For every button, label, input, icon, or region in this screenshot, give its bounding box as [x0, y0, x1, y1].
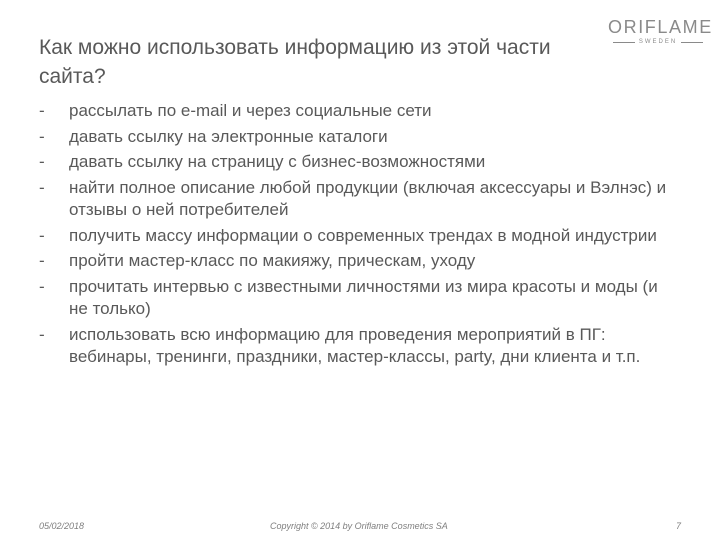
logo-rule-right — [681, 42, 703, 43]
bullet-text: рассылать по e-mail и через социальные сети — [69, 101, 432, 120]
bullet-marker: - — [39, 126, 45, 146]
logo-rule-left — [613, 42, 635, 43]
bullet-text: давать ссылку на электронные каталоги — [69, 126, 388, 146]
bullet-marker: - — [39, 177, 45, 197]
bullet-marker: - — [39, 276, 45, 296]
logo-tagline-row — [608, 38, 708, 46]
bullet-marker: - — [39, 101, 45, 120]
bullet-marker: - — [39, 225, 45, 245]
bullet-marker: - — [39, 251, 45, 270]
brand-logo — [608, 17, 713, 46]
bullet-marker: - — [39, 152, 45, 171]
bullet-text: найти полное описание любой продукции (включая аксессуары и Вэлнэс) и отзывы о ней потребителей — [69, 177, 667, 219]
bullet-list — [39, 100, 679, 372]
logo-tagline: SWEDEN — [638, 39, 678, 45]
bullet-text: давать ссылку на страницу с бизнес-возможностями — [69, 152, 486, 171]
footer-date: 05/02/2018 — [39, 521, 85, 531]
page-number: 7 — [676, 521, 682, 531]
footer-copyright: Copyright © 2014 by Oriflame Cosmetics SA — [270, 521, 448, 531]
logo-wordmark: ORIFLAME — [608, 17, 713, 37]
bullet-text: получить массу информации о современных трендах в модной индустрии — [69, 225, 657, 245]
bullet-item — [39, 250, 679, 273]
bullet-item — [39, 324, 679, 369]
bullet-item — [39, 177, 679, 222]
bullet-text: пройти мастер-класс по макияжу, прическам, уходу — [69, 251, 476, 270]
bullet-item — [39, 276, 679, 321]
bullet-item — [39, 100, 679, 123]
bullet-item — [39, 225, 679, 248]
bullet-item — [39, 151, 679, 174]
bullet-item — [39, 126, 679, 149]
bullet-marker: - — [39, 324, 45, 344]
bullet-text: использовать всю информацию для проведения мероприятий в ПГ: вебинары, тренинги, праздники, мастер-классы, party, дни клиента и т.п. — [69, 324, 641, 366]
bullet-text: прочитать интервью с известными личностями из мира красоты и моды (и не только) — [69, 276, 658, 318]
slide-title: Как можно использовать информацию из этой части сайта? — [39, 36, 551, 88]
